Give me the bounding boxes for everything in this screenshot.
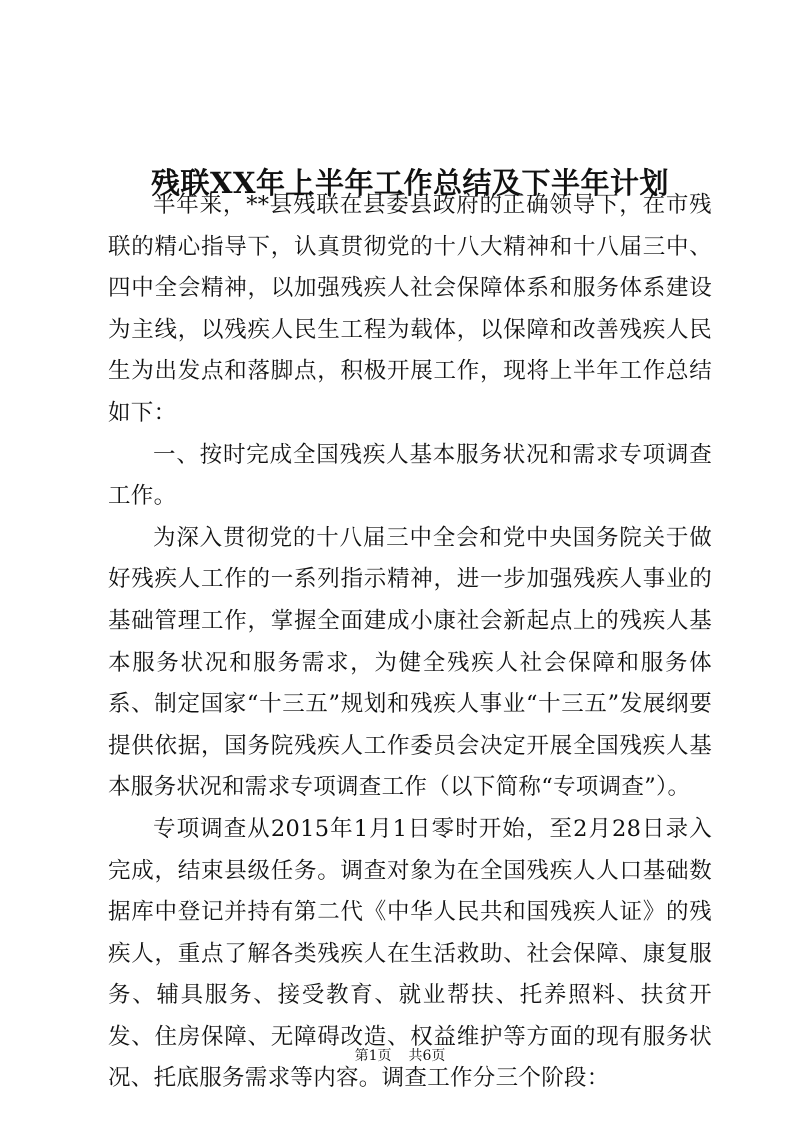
page-number: 第1页	[354, 1048, 392, 1064]
document-body	[108, 185, 712, 1100]
paragraph-intro: 半年来，**县残联在县委县政府的正确领导下，在市残联的精心指导下，认真贯彻党的十八大精神和十八届三中、四中全会精神，以加强残疾人社会保障体系和服务体系建设为主线，以残疾人民生工程为载体，以保障和改善残疾人民生为出发点和落脚点，积极开展工作，现将上半年工作总结如下：	[108, 192, 712, 426]
document-title: 残联XX年上半年工作总结及下半年计划	[150, 166, 669, 201]
paragraph-survey-details: 专项调查从2015年1月1日零时开始，至2月28日录入完成，结束县级任务。调查对象为在全国残疾人人口基础数据库中登记并持有第二代《中华人民共和国残疾人证》的残疾人，重点了解各类残疾人在生活救助、社会保障、康复服务、辅具服务、接受教育、就业帮扶、托养照料、扶贫开发、住房保障、无障碍改造、权益维护等方面的现有服务状况、托底服务需求等内容。调查工作分三个阶段：	[108, 815, 712, 1092]
page-footer	[250, 1045, 550, 1065]
page-total: 共6页	[408, 1048, 446, 1064]
paragraph-survey-background: 为深入贯彻党的十八届三中全会和党中央国务院关于做好残疾人工作的一系列指示精神，进一步加强残疾人事业的基础管理工作，掌握全面建成小康社会新起点上的残疾人基本服务状况和服务需求，为健全残疾人社会保障和服务体系、制定国家“十三五”规划和残疾人事业“十三五”发展纲要提供依据，国务院残疾人工作委员会决定开展全国残疾人基本服务状况和需求专项调查工作（以下简称“专项调查”）。	[108, 524, 712, 801]
paragraph-section-heading-1: 一、按时完成全国残疾人基本服务状况和需求专项调查工作。	[108, 441, 712, 510]
